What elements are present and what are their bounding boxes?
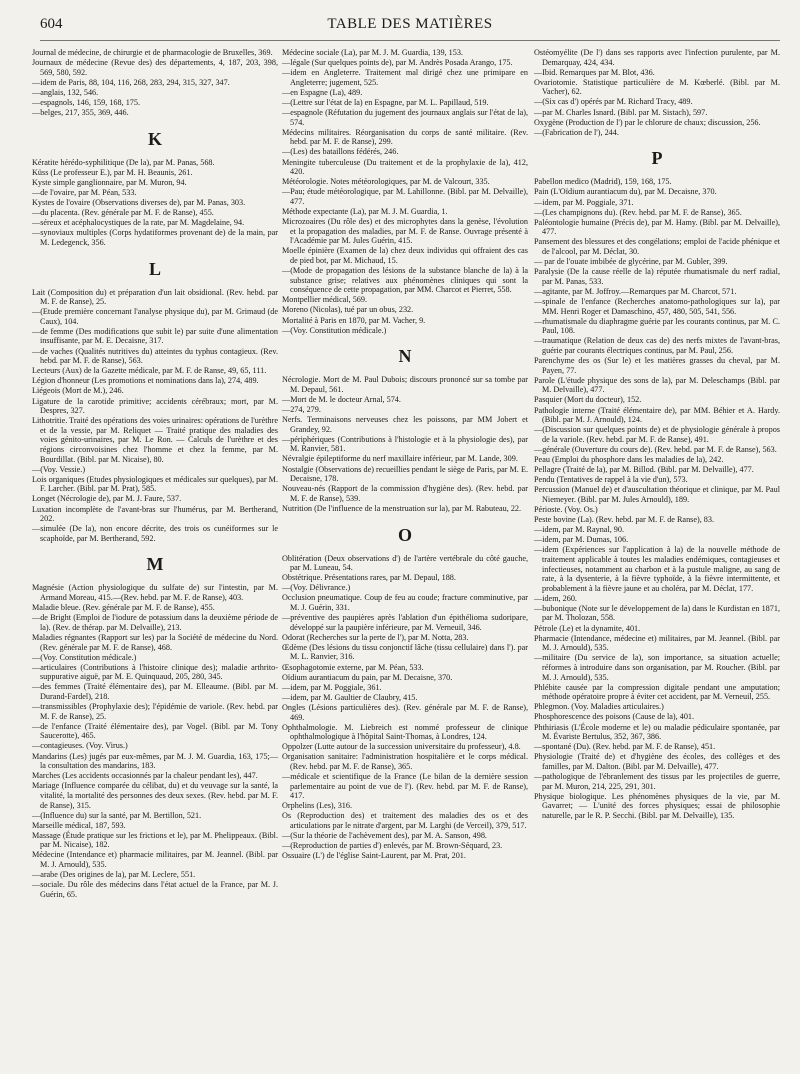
- index-entry: —spontané (Du). (Rev. hebd. par M. F. de Ranse), 451.: [534, 742, 716, 752]
- section-j: [32, 48, 278, 118]
- index-entry: Marseille médical, 187, 593.: [32, 820, 126, 830]
- index-entry: Œdème (Des lésions du tissu conjonctif lâche (tissu cellulaire) dans l'). par M. L. Ranvier, 316.: [282, 642, 528, 662]
- section-m: [32, 583, 278, 899]
- index-entry: Périoste. (Voy. Os.): [534, 504, 598, 514]
- index-entry: —anglais, 132, 546.: [32, 87, 99, 97]
- index-entry: —préventive des paupières après l'ablation d'un épithélioma sudoripare, développé sur la paupière inférieure, par M. Verneuil, 346.: [282, 613, 528, 632]
- index-entry: Nouveau-nés (Rapport de la commission d'hygiène des). (Rev. hebd. par M. F. de Ranse), 539.: [282, 484, 528, 503]
- letter-heading-o: O: [397, 524, 412, 545]
- index-entry: —contagieuses. (Voy. Virus.): [32, 741, 128, 751]
- index-entry: —(Voy. Constitution médicale.): [282, 325, 387, 335]
- section-o: [282, 554, 528, 861]
- index-entry: —traumatique (Relation de deux cas de) des nerfs mixtes de l'avant-bras, guérie par courants électriques continus, par M. Paul, 256.: [534, 336, 780, 355]
- index-entry: Phlébite causée par la compression digitale pendant une amputation; méthode opératoire propre à éviter cet accident, par M. Verneuil, 255.: [534, 682, 780, 702]
- index-entry: Pabellon medico (Madrid), 159, 168, 175.: [534, 177, 672, 187]
- index-entry: Oïdium aurantiacum du pain, par M. Decaisne, 370.: [282, 672, 453, 682]
- section-n: [282, 375, 528, 513]
- index-entry: Maladies régnantes (Rapport sur les) par la Société de médecine du Nord. (Rev. générale par M. F. de Ranse), 468.: [32, 632, 278, 652]
- index-entry: —Pau; étude météorologique, par M. Lahillonne. (Bibl. par M. Delvaille), 477.: [282, 187, 528, 206]
- index-entry: —militaire (Du service de la), son importance, sa situation actuelle; réformes à introduire dans son organisation, par M. Roucher. (Bibl. par M. J. Arnould), 535.: [534, 653, 780, 682]
- index-entry: —légale (Sur quelques points de), par M. Andrès Posada Arango, 175.: [282, 58, 513, 68]
- index-entry: Kératite hérédo-syphilitique (De la), par M. Panas, 568.: [32, 157, 215, 167]
- index-entry: Nécrologie. Mort de M. Paul Dubois; discours prononcé sur sa tombe par M. Depaul, 561.: [282, 375, 528, 394]
- index-entry: —générale (Ouverture du cours de). (Rev. hebd. par M. F. de Ranse), 563.: [534, 444, 777, 454]
- index-entry: Magnésie (Action physiologique du sulfate de) sur l'intestin, par M. Armand Moreau, 415.—(Rev. hebd. par M. F. de Ranse), 403.: [32, 583, 278, 603]
- index-entry: Massage (Étude pratique sur les frictions et le), par M. Phelippeaux. (Bibl. par M. Nicaise), 182.: [32, 830, 278, 850]
- column-left: [32, 48, 278, 1066]
- index-entry: Météorologie. Notes météorologiques, par M. de Valcourt, 335.: [282, 177, 490, 187]
- index-entry: —(Les) des bataillons fédérés, 246.: [282, 147, 399, 157]
- index-entry: —arabe (Des origines de la), par M. Leclere, 551.: [32, 870, 196, 880]
- index-entry: —transmissibles (Prophylaxie des); l'épidémie de variole. (Rev. hebd. par M. F. de Ranse), 25.: [32, 702, 278, 721]
- letter-heading-p: P: [651, 148, 663, 169]
- section-m-cont: [282, 48, 528, 335]
- index-entry: —274, 279.: [282, 405, 321, 414]
- index-entry: —(Lettre sur l'état de la) en Espagne, par M. L. Papillaud, 519.: [282, 97, 489, 107]
- index-entry: Pansement des blessures et des congélations; emploi de l'acide phénique et de l'alcool, par M. Déclat, 30.: [534, 237, 780, 256]
- index-entry: —synoviaux multiples (Corps hydatiformes provenant de) de la main, par M. Ledegenck, 356.: [32, 228, 278, 247]
- index-entry: —(Reproduction de parties d') enlevés, par M. Brown-Séquard, 23.: [282, 841, 503, 851]
- index-entry: —(Six cas d') opérés par M. Richard Tracy, 489.: [534, 97, 693, 107]
- index-entry: Moelle épinière (Examen de la) chez deux individus qui offraient des cas de pied bot, par M. Michaud, 15.: [282, 246, 528, 265]
- letter-heading-k: K: [147, 128, 162, 149]
- section-o-cont: [534, 48, 780, 137]
- index-entry: Mariage (Influence comparée du célibat, du) et du veuvage sur la santé, la vitalité, la mortalité des personnes des deux sexes. (Rev. hebd. par M. F. de Ranse), 315.: [32, 781, 278, 810]
- index-entry: Orphelins (Les), 316.: [282, 801, 353, 811]
- index-entry: Médecine (Intendance et) pharmacie militaires, par M. Jeannel. (Bibl. par M. J. Arnould), 535.: [32, 850, 278, 870]
- index-entry: —agitante, par M. Joffroy.—Remarques par M. Charcot, 571.: [534, 286, 737, 296]
- index-entry: —idem de Paris, 88, 104, 116, 268, 283, 294, 315, 327, 347.: [32, 77, 230, 87]
- index-entry: —idem, par M. Raynal, 90.: [534, 525, 625, 535]
- index-entry: Pharmacie (Intendance, médecine et) militaires, par M. Jeannel. (Bibl. par M. J. Arnould), 535.: [534, 633, 780, 653]
- index-entry: —simulée (De la), non encore décrite, des trois os cunéiformes sur le scaphoïde, par M. Bertherand, 592.: [32, 524, 278, 543]
- index-entry: —(Voy. Vessie.): [32, 464, 86, 474]
- index-entry: Meningite tuberculeuse (Du traitement et de la prophylaxie de la), 412, 420.: [282, 157, 528, 177]
- index-entry: Oppolzer (Lutte autour de la succession universitaire du professeur), 4.8.: [282, 742, 521, 752]
- index-entry: Marches (Les accidents occasionnés par la chaleur pendant les), 447.: [32, 771, 258, 781]
- index-entry: Küss (Le professeur E.), par M. H. Beaunis, 261.: [32, 167, 193, 177]
- index-columns: [32, 48, 792, 1066]
- index-entry: Nostalgie (Observations de) recueillies pendant le siège de Paris, par M. E. Decaisne, 178.: [282, 464, 528, 484]
- index-entry: Montpellier médical, 569.: [282, 295, 368, 305]
- index-entry: Obstétrique. Présentations rares, par M. Depaul, 188.: [282, 573, 456, 583]
- index-entry: Pendu (Tentatives de rappel à la vie d'un), 573.: [534, 475, 688, 485]
- running-title: TABLE DES MATIÈRES: [327, 16, 493, 32]
- section-k: [32, 158, 278, 248]
- index-entry: —de vaches (Qualités nutritives du) atteintes du typhus contagieux. (Rev. hebd. par M. F. de Ranse), 563.: [32, 346, 278, 366]
- index-entry: Lithotritie. Traité des opérations des voies urinaires: opérations de l'urèthre et de la vessie, par M. Reliquet — Traité pratique des maladies des voies génito-urinaires, par M. Le Ron. — Calculs de l'urèthre et des régions circonvoisines chez l'homme et chez la femme, par M. Bourdillat. (Bibl. par M. Nicaise), 80.: [32, 416, 278, 464]
- index-entry: Médecins militaires. Réorganisation du corps de santé militaire. (Rev. hebd. par M. F. de Ranse), 299.: [282, 127, 528, 147]
- column-middle: [282, 48, 528, 1066]
- index-entry: —espagnols, 146, 159, 168, 175.: [32, 97, 141, 107]
- index-entry: —sociale. Du rôle des médecins dans l'état actuel de la France, par M. J. Guérin, 65.: [32, 880, 278, 899]
- index-entry: —spinale de l'enfance (Recherches anatomo-pathologiques sur la), par MM. Henri Roger et Damaschino, 457, 480, 505, 541, 556.: [534, 296, 780, 316]
- index-entry: —(Discussion sur quelques points de) et de physiologie générale à propos de la variole. (Rev. hebd. par M. F. de Ranse), 491.: [534, 425, 780, 444]
- index-entry: —espagnole (Réfutation du jugement des journaux anglais sur l'état de la), 574.: [282, 108, 528, 127]
- index-entry: Parole (L'étude physique des sons de la), par M. Deleschamps (Bibl. par M. Delvaille), 477.: [534, 375, 780, 395]
- index-entry: Maladie bleue. (Rev. générale par M. F. de Ranse), 455.: [32, 603, 215, 613]
- index-entry: Paralysie (De la cause réelle de la) réputée rhumatismale du nerf radial, par M. Panas, 533.: [534, 267, 780, 286]
- index-entry: —des femmes (Traité élémentaire des), par M. Elleaume. (Bibl. par M. Durand-Fardel), 218.: [32, 682, 278, 701]
- page-header: [40, 14, 780, 41]
- index-entry: —(Fabrication de l'), 244.: [534, 127, 619, 137]
- index-entry: —Mort de M. le docteur Arnal, 574.: [282, 394, 401, 404]
- index-entry: Peste bovine (La). (Rev. hebd. par M. F. de Ranse), 83.: [534, 515, 715, 525]
- index-entry: —en Espagne (La), 489.: [282, 87, 363, 97]
- index-entry: Odorat (Recherches sur la perte de l'), par M. Notta, 283.: [282, 632, 469, 642]
- index-entry: —de l'enfance (Traité élémentaire des), par Vogel. (Bibl. par M. Tony Saucerotte), 465.: [32, 721, 278, 741]
- index-entry: Nerfs. Terminaisons nerveuses chez les poissons, par MM Jobert et Grandey, 92.: [282, 415, 528, 434]
- index-entry: Méthode expectante (La), par M. J. M. Guardia, 1.: [282, 207, 448, 216]
- index-entry: —de femme (Des modifications que subit le) par suite d'une alimentation insuffisante, par M. E. Decaisne, 317.: [32, 326, 278, 346]
- index-entry: Os (Reproduction des) et traitement des maladies des os et des articulations par le nitrate d'argent, par M. Larghi (de Verceil), 379, 517.: [282, 811, 528, 831]
- index-entry: Organisation sanitaire: l'administration hospitalière et le corps médical. (Rev. hebd. par M. F. de Ranse), 365.: [282, 752, 528, 771]
- column-right: [534, 48, 780, 1066]
- index-entry: —(Influence du) sur la santé, par M. Bertillon, 521.: [32, 810, 202, 820]
- index-entry: Journal de médecine, de chirurgie et de pharmacologie de Bruxelles, 369.: [32, 48, 273, 57]
- index-entry: Pathologie interne (Traité élémentaire de), par MM. Béhier et A. Hardy. (Bibl. par M. J. Arnould), 124.: [534, 405, 780, 425]
- index-entry: —médicale et scientifique de la France (Le bilan de la dernière session parlementaire au point de vue de l'). (Rev. hebd. par M. F. de Ranse), 417.: [282, 772, 528, 801]
- index-entry: Paléontologie humaine (Précis de), par M. Hamy. (Bibl. par M. Delvaille), 477.: [534, 217, 780, 237]
- index-entry: Pellagre (Traité de la), par M. Billod. (Bibl. par M. Delvaille), 477.: [534, 465, 754, 475]
- index-entry: Pasquier (Mort du docteur), 152.: [534, 395, 642, 405]
- index-entry: —idem, par M. Dumas, 106.: [534, 535, 629, 545]
- index-entry: Percussion (Manuel de) et d'auscultation théorique et clinique, par M. Paul Niemeyer. (Bibl. par M. Jules Arnould), 189.: [534, 485, 780, 504]
- index-entry: Nutrition (De l'influence de la menstruation sur la), par M. Rabuteau, 22.: [282, 503, 522, 513]
- index-entry: Moreno (Nicolas), tué par un obus, 232.: [282, 305, 414, 315]
- index-entry: Phlegmon. (Voy. Maladies articulaires.): [534, 702, 664, 712]
- letter-heading-m: M: [146, 554, 164, 575]
- index-entry: Microzoaires (Du rôle des) et des microphytes dans la genèse, l'évolution et la propagation des maladies, par M. F. de Ranse. Ouvrage présenté à l'Académie par M. Jules Guérin, 415.: [282, 217, 528, 246]
- index-entry: —idem, 260.: [534, 593, 577, 603]
- index-entry: —rhumatismale du diaphragme guérie par les courants continus, par M. C. Paul, 108.: [534, 316, 780, 336]
- index-entry: Ostéomyélite (De l') dans ses rapports avec l'infection purulente, par M. Demarquay, 424, 434.: [534, 48, 780, 67]
- index-entry: —(Etude première concernant l'analyse physique du), par M. Grimaud (de Caux), 104.: [32, 307, 278, 326]
- index-entry: Lois organiques (Etudes physiologiques et médicales sur quelques), par M. F. Larcher. (Bibl. par M. Prat), 585.: [32, 474, 278, 494]
- index-entry: Physique biologique. Les phénomènes physiques de la vie, par M. Gavarret; — L'unité des forces physiques; essai de philosophie naturelle, par le R. P. Secchi. (Bibl. par M. Delvaille), 135.: [534, 791, 780, 820]
- index-entry: —idem en Angleterre. Traitement mal dirigé chez une primipare en Angleterre; jugement, 525.: [282, 68, 528, 87]
- index-entry: —de Bright (Emploi de l'iodure de potassium dans la deuxième période de la). (Rev. de thérap. par M. Delvaille), 213.: [32, 613, 278, 632]
- page-number: 604: [40, 16, 63, 32]
- index-entry: —idem, par M. Poggiale, 371.: [534, 197, 634, 207]
- index-entry: Oblitération (Deux observations d') de l'artère vertébrale du côté gauche, par M. Luneau, 54.: [282, 553, 528, 573]
- index-entry: —bubonique (Note sur le développement de la) dans le Kurdistan en 1871, par M. Tholozan, 558.: [534, 603, 780, 623]
- index-entry: Médecine sociale (La), par M. J. M. Guardia, 139, 153.: [282, 48, 463, 57]
- index-entry: Physiologie (Traité de) et d'hygiène des écoles, des collèges et des familles, par M. Dalton. (Bibl. par M. Delvaille), 477.: [534, 752, 780, 771]
- index-entry: Luxation incomplète de l'avant-bras sur l'humérus, par M. Bertherand, 202.: [32, 504, 278, 524]
- index-entry: —belges, 217, 355, 369, 446.: [32, 108, 129, 118]
- section-l: [32, 288, 278, 544]
- index-entry: Ophthalmologie. M. Liebreich est nommé professeur de clinique ophthalmologique à l'hôpital Saint-Thomas, à Londres, 124.: [282, 722, 528, 742]
- index-entry: Névralgie épileptiforme du nerf maxillaire inférieur, par M. Lande, 309.: [282, 454, 518, 464]
- index-entry: Peau (Emploi du phosphore dans les maladies de la), 242.: [534, 454, 724, 464]
- index-entry: Journaux de médecine (Revue des) des départements, 4, 187, 203, 398, 569, 580, 592.: [32, 58, 278, 77]
- index-entry: —(Les champignons du). (Rev. hebd. par M. F. de Ranse), 365.: [534, 207, 742, 217]
- index-entry: —idem, par M. Poggiale, 361.: [282, 682, 382, 692]
- index-entry: Parenchyme des os (Sur le) et les matières grasses du cheval, par M. Payen, 77.: [534, 356, 780, 375]
- index-entry: —(Mode de propagation des lésions de la substance blanche de la) à la substance grise; relatives aux phénomènes cliniques qui sont la conséquence de cette propagation, par MM. Charcot et Pierret, 558.: [282, 266, 528, 295]
- letter-heading-n: N: [398, 346, 412, 367]
- index-entry: —par M. Charles Isnard. (Bibl. par M. Sistach), 597.: [534, 107, 708, 117]
- index-entry: Ossuaire (L') de l'église Saint-Laurent, par M. Prat, 201.: [282, 851, 466, 861]
- index-entry: — par de l'ouate imbibée de glycérine, par M. Gubler, 399.: [534, 257, 728, 267]
- index-entry: Œsophagotomie externe, par M. Péan, 533.: [282, 662, 424, 672]
- index-entry: Liégeois (Mort de M.), 246.: [32, 386, 124, 396]
- index-entry: —Ibid. Remarques par M. Blot, 436.: [534, 67, 655, 77]
- index-entry: —du placenta. (Rev. générale par M. F. de Ranse), 455.: [32, 208, 214, 218]
- section-p: [534, 177, 780, 820]
- index-entry: Kystes de l'ovaire (Observations diverses de), par M. Panas, 303.: [32, 198, 246, 208]
- index-entry: Lecteurs (Aux) de la Gazette médicale, par M. F. de Ranse, 49, 65, 111.: [32, 366, 267, 376]
- index-entry: —idem (Expériences sur l'application à la) de la nouvelle méthode de traitement applicable à toutes les maladies endémiques, contagieuses et infectieuses, notamment au charbon et à la pustule maligne, au sang de rate, à la dysenterie, à la fièvre typhoïde, à la fièvre intermittente, et probablement à la fièvre jaune et au choléra, par M. Déclat, 177.: [534, 545, 780, 593]
- index-entry: —(Voy. Délivrance.): [282, 583, 351, 593]
- index-entry: Mandarins (Les) jugés par eux-mêmes, par M. J. M. Guardia, 163, 175;—la consultation des mandarins, 183.: [32, 751, 278, 771]
- index-entry: Pétrole (Le) et la dynamite, 401.: [534, 623, 641, 633]
- index-entry: Lait (Composition du) et préparation d'un lait obsidional. (Rev. hebd. par M. F. de Ranse), 25.: [32, 287, 278, 307]
- index-entry: Phthiriasis (L'École moderne et le) ou maladie pédiculaire spontanée, par M. Évariste Bertulus, 352, 367, 386.: [534, 722, 780, 742]
- index-entry: Kyste simple ganglionnaire, par M. Muron, 94.: [32, 177, 187, 187]
- index-entry: —de l'ovaire, par M. Péan, 533.: [32, 187, 137, 197]
- index-entry: Occlusion pneumatique. Coup de feu au coude; fracture comminutive, par M. J. Guérin, 331.: [282, 593, 528, 612]
- index-entry: —(Voy. Constitution médicale.): [32, 652, 137, 662]
- index-entry: —pathologique de l'ébranlement des tissus par les projectiles de guerre, par M. Muron, 214, 225, 291, 301.: [534, 771, 780, 791]
- index-entry: —séreux et acéphalocystiques de la rate, par M. Magdelaine, 94.: [32, 218, 245, 228]
- index-entry: Pain (L'Oïdium aurantiacum du), par M. Decaisne, 370.: [534, 187, 717, 197]
- index-entry: Longet (Nécrologie de), par M. J. Faure, 537.: [32, 494, 182, 504]
- index-entry: Ovariotomie. Statistique particulière de M. Kœberlé. (Bibl. par M. Vacher), 62.: [534, 77, 780, 97]
- index-entry: Légion d'honneur (Les promotions et nominations dans la), 274, 489.: [32, 376, 259, 386]
- index-entry: Phosphorescence des poisons (Cause de la), 401.: [534, 712, 695, 722]
- index-entry: Oxygène (Production de l') par le chlorure de chaux; discussion, 256.: [534, 117, 761, 127]
- index-entry: —périphériques (Contributions à l'histologie et à la physiologie des), par M. Ranvier, 581.: [282, 434, 528, 454]
- index-entry: Ligature de la carotide primitive; accidents cérébraux; mort, par M. Despres, 327.: [32, 396, 278, 416]
- index-entry: —idem, par M. Gaultier de Claubry, 415.: [282, 692, 418, 702]
- letter-heading-l: L: [148, 258, 161, 279]
- index-entry: Ongles (Lésions particulières des). (Rev. générale par M. F. de Ranse), 469.: [282, 702, 528, 722]
- index-entry: —(Sur la théorie de l'achèvement des), par M. A. Sanson, 498.: [282, 831, 487, 841]
- index-entry: Mortalité à Paris en 1870, par M. Vacher, 9.: [282, 315, 426, 325]
- index-entry: —articulaires (Contributions à l'histoire clinique des); maladie arthrito-suppurative aiguë, par M. E. Quinquaud, 205, 280, 345.: [32, 662, 278, 682]
